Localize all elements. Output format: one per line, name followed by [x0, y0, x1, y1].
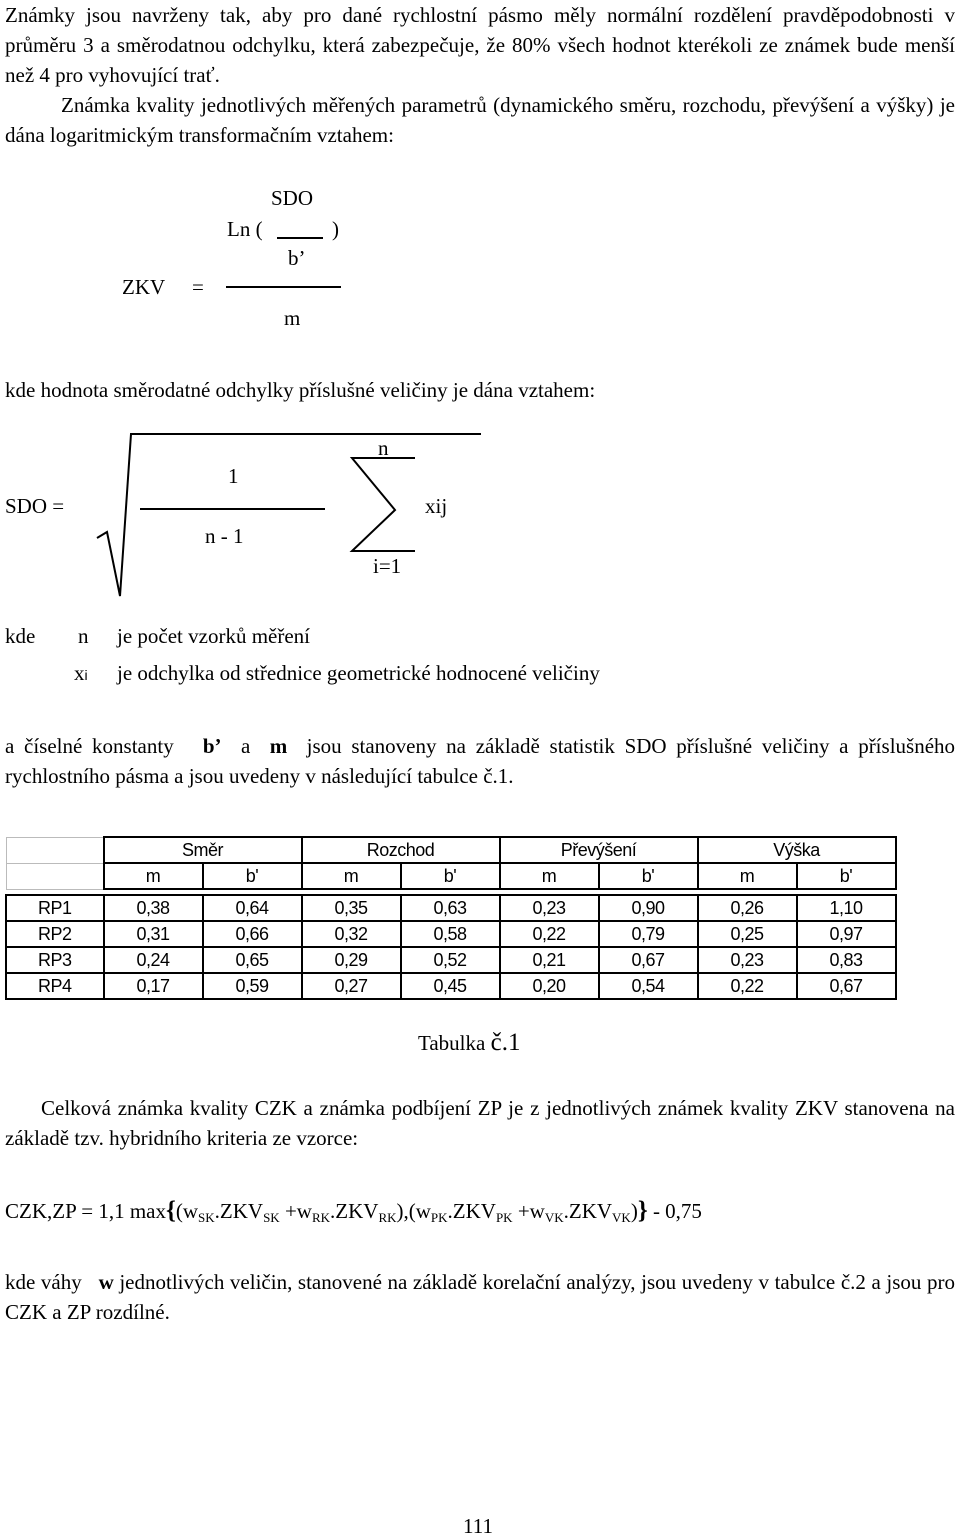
- table-cell: 0,31: [104, 921, 203, 947]
- table-cell: 0,24: [104, 947, 203, 973]
- table-cell: 0,79: [599, 921, 698, 947]
- table-group-header: Převýšení: [500, 837, 698, 863]
- table-cell: 0,21: [500, 947, 599, 973]
- formula-sdo-lhs: SDO =: [5, 494, 65, 518]
- constants-table: [5, 836, 897, 1000]
- table-cell: 0,23: [698, 947, 797, 973]
- table-group-header: Směr: [104, 837, 302, 863]
- table-subheader: m: [698, 863, 797, 889]
- table-row: [6, 921, 896, 947]
- table-cell: 0,63: [401, 895, 500, 921]
- table-cell: 0,64: [203, 895, 302, 921]
- legend-kde: kde: [5, 624, 36, 648]
- table-row-label: RP4: [6, 973, 104, 999]
- table-cell: 0,66: [203, 921, 302, 947]
- paragraph-czk: Celková známka kvality CZK a známka podbíjení ZP je z jednotlivých známek kvality ZKV stanovena na základě tzv. hybridního kriteria ze vzorce:: [5, 1096, 955, 1150]
- table-cell: 0,90: [599, 895, 698, 921]
- formula-zkv-b: b’: [288, 246, 306, 270]
- legend-n-description: je počet vzorků měření: [117, 624, 310, 648]
- table-cell: 0,67: [797, 973, 896, 999]
- formula-sdo-fraction-bar: [140, 508, 325, 510]
- table-corner-cell: [6, 863, 104, 889]
- radical-sign: [97, 434, 481, 596]
- legend-x-description: je odchylka od střednice geometrické hodnocené veličiny: [117, 661, 600, 685]
- table-row-label: RP1: [6, 895, 104, 921]
- table-group-header: Rozchod: [302, 837, 500, 863]
- formula-sdo-sum-lower: i=1: [373, 554, 402, 578]
- table-cell: 0,29: [302, 947, 401, 973]
- table-row: [6, 973, 896, 999]
- table-cell: 0,35: [302, 895, 401, 921]
- paragraph-intro-2: Známka kvality jednotlivých měřených parametrů (dynamického směru, rozchodu, převýšení a výšky) je dána logaritmickým transformačním vztahem:: [5, 93, 955, 147]
- table-subheader: b': [401, 863, 500, 889]
- table-subheader: b': [599, 863, 698, 889]
- table-cell: 0,65: [203, 947, 302, 973]
- formula-zkv-inner-fraction-bar: [277, 237, 323, 239]
- paragraph-sdo-intro: kde hodnota směrodatné odchylky příslušné veličiny je dána vztahem:: [5, 378, 596, 402]
- table-cell: 0,38: [104, 895, 203, 921]
- table-cell: 0,67: [599, 947, 698, 973]
- legend-x-symbol: xi: [74, 661, 88, 685]
- table-cell: 0,83: [797, 947, 896, 973]
- table-cell: 0,20: [500, 973, 599, 999]
- table-cell: 1,10: [797, 895, 896, 921]
- table-cell: 0,22: [698, 973, 797, 999]
- sigma-sign: [352, 458, 415, 551]
- formula-zkv-fraction-bar: [226, 286, 341, 288]
- table-subheader: b': [797, 863, 896, 889]
- table-cell: 0,32: [302, 921, 401, 947]
- table-caption: Tabulka č.1: [418, 1029, 521, 1056]
- page-number: 111: [463, 1514, 493, 1538]
- table-cell: 0,23: [500, 895, 599, 921]
- formula-sdo-sum-upper: n: [378, 436, 389, 460]
- formula-zkv-ln-open: Ln (: [227, 217, 263, 241]
- table-subheader: m: [104, 863, 203, 889]
- table-cell: 0,26: [698, 895, 797, 921]
- table-cell: 0,25: [698, 921, 797, 947]
- formula-zkv-equals: =: [192, 275, 204, 299]
- table-subheader: m: [302, 863, 401, 889]
- table-cell: 0,59: [203, 973, 302, 999]
- formula-czk: CZK,ZP = 1,1 $\max\{(w_{SK}.ZKV_{SK} +w_{RK}.ZKV_{RK}),(w_{PK}.ZKV_{PK} +w_{VK}.ZKV_{VK})\} - 0,75$: [5, 1197, 702, 1225]
- table-cell: 0,97: [797, 921, 896, 947]
- table-row: [6, 895, 896, 921]
- table-group-header-row: [6, 837, 896, 863]
- table-cell: 0,54: [599, 973, 698, 999]
- formula-zkv-ln-close: ): [332, 217, 339, 241]
- table-cell: 0,58: [401, 921, 500, 947]
- table-cell: 0,17: [104, 973, 203, 999]
- table-row: [6, 947, 896, 973]
- table-subheader: b': [203, 863, 302, 889]
- formula-sdo-xij: xij: [425, 494, 448, 518]
- table-cell: 0,27: [302, 973, 401, 999]
- formula-zkv-lhs: ZKV: [122, 275, 166, 299]
- table-corner-cell: [6, 837, 104, 863]
- formula-zkv-sdo: SDO: [271, 186, 314, 210]
- table-subheader-row: [6, 863, 896, 889]
- table-cell: 0,52: [401, 947, 500, 973]
- table-subheader: m: [500, 863, 599, 889]
- table-row-label: RP2: [6, 921, 104, 947]
- paragraph-weights: kde váhy w jednotlivých veličin, stanovené na základě korelační analýzy, jsou uvedeny v tabulce č.2 a jsou pro CZK a ZP rozdílné.: [5, 1270, 956, 1324]
- table-cell: 0,45: [401, 973, 500, 999]
- legend-n-symbol: n: [78, 624, 89, 648]
- formula-sdo-numerator: 1: [228, 464, 239, 488]
- table-cell: 0,22: [500, 921, 599, 947]
- formula-sdo-denominator: n - 1: [205, 524, 244, 548]
- formula-zkv-m: m: [284, 306, 301, 330]
- paragraph-intro-1: Známky jsou navrženy tak, aby pro dané rychlostní pásmo měly normální rozdělení pravděpodobnosti v průměru 3 a směrodatnou odchylku, která zabezpečuje, že 80% všech hodnot kterékoli ze známek bude menší než 4 pro vyhovující trať.: [5, 3, 955, 87]
- table-row-label: RP3: [6, 947, 104, 973]
- paragraph-constants: a číselné konstanty b’ a m jsou stanoveny na základě statistik SDO příslušné veličiny a příslušného rychlostního pásma a jsou uvedeny v následující tabulce č.1.: [5, 734, 956, 788]
- table-group-header: Výška: [698, 837, 896, 863]
